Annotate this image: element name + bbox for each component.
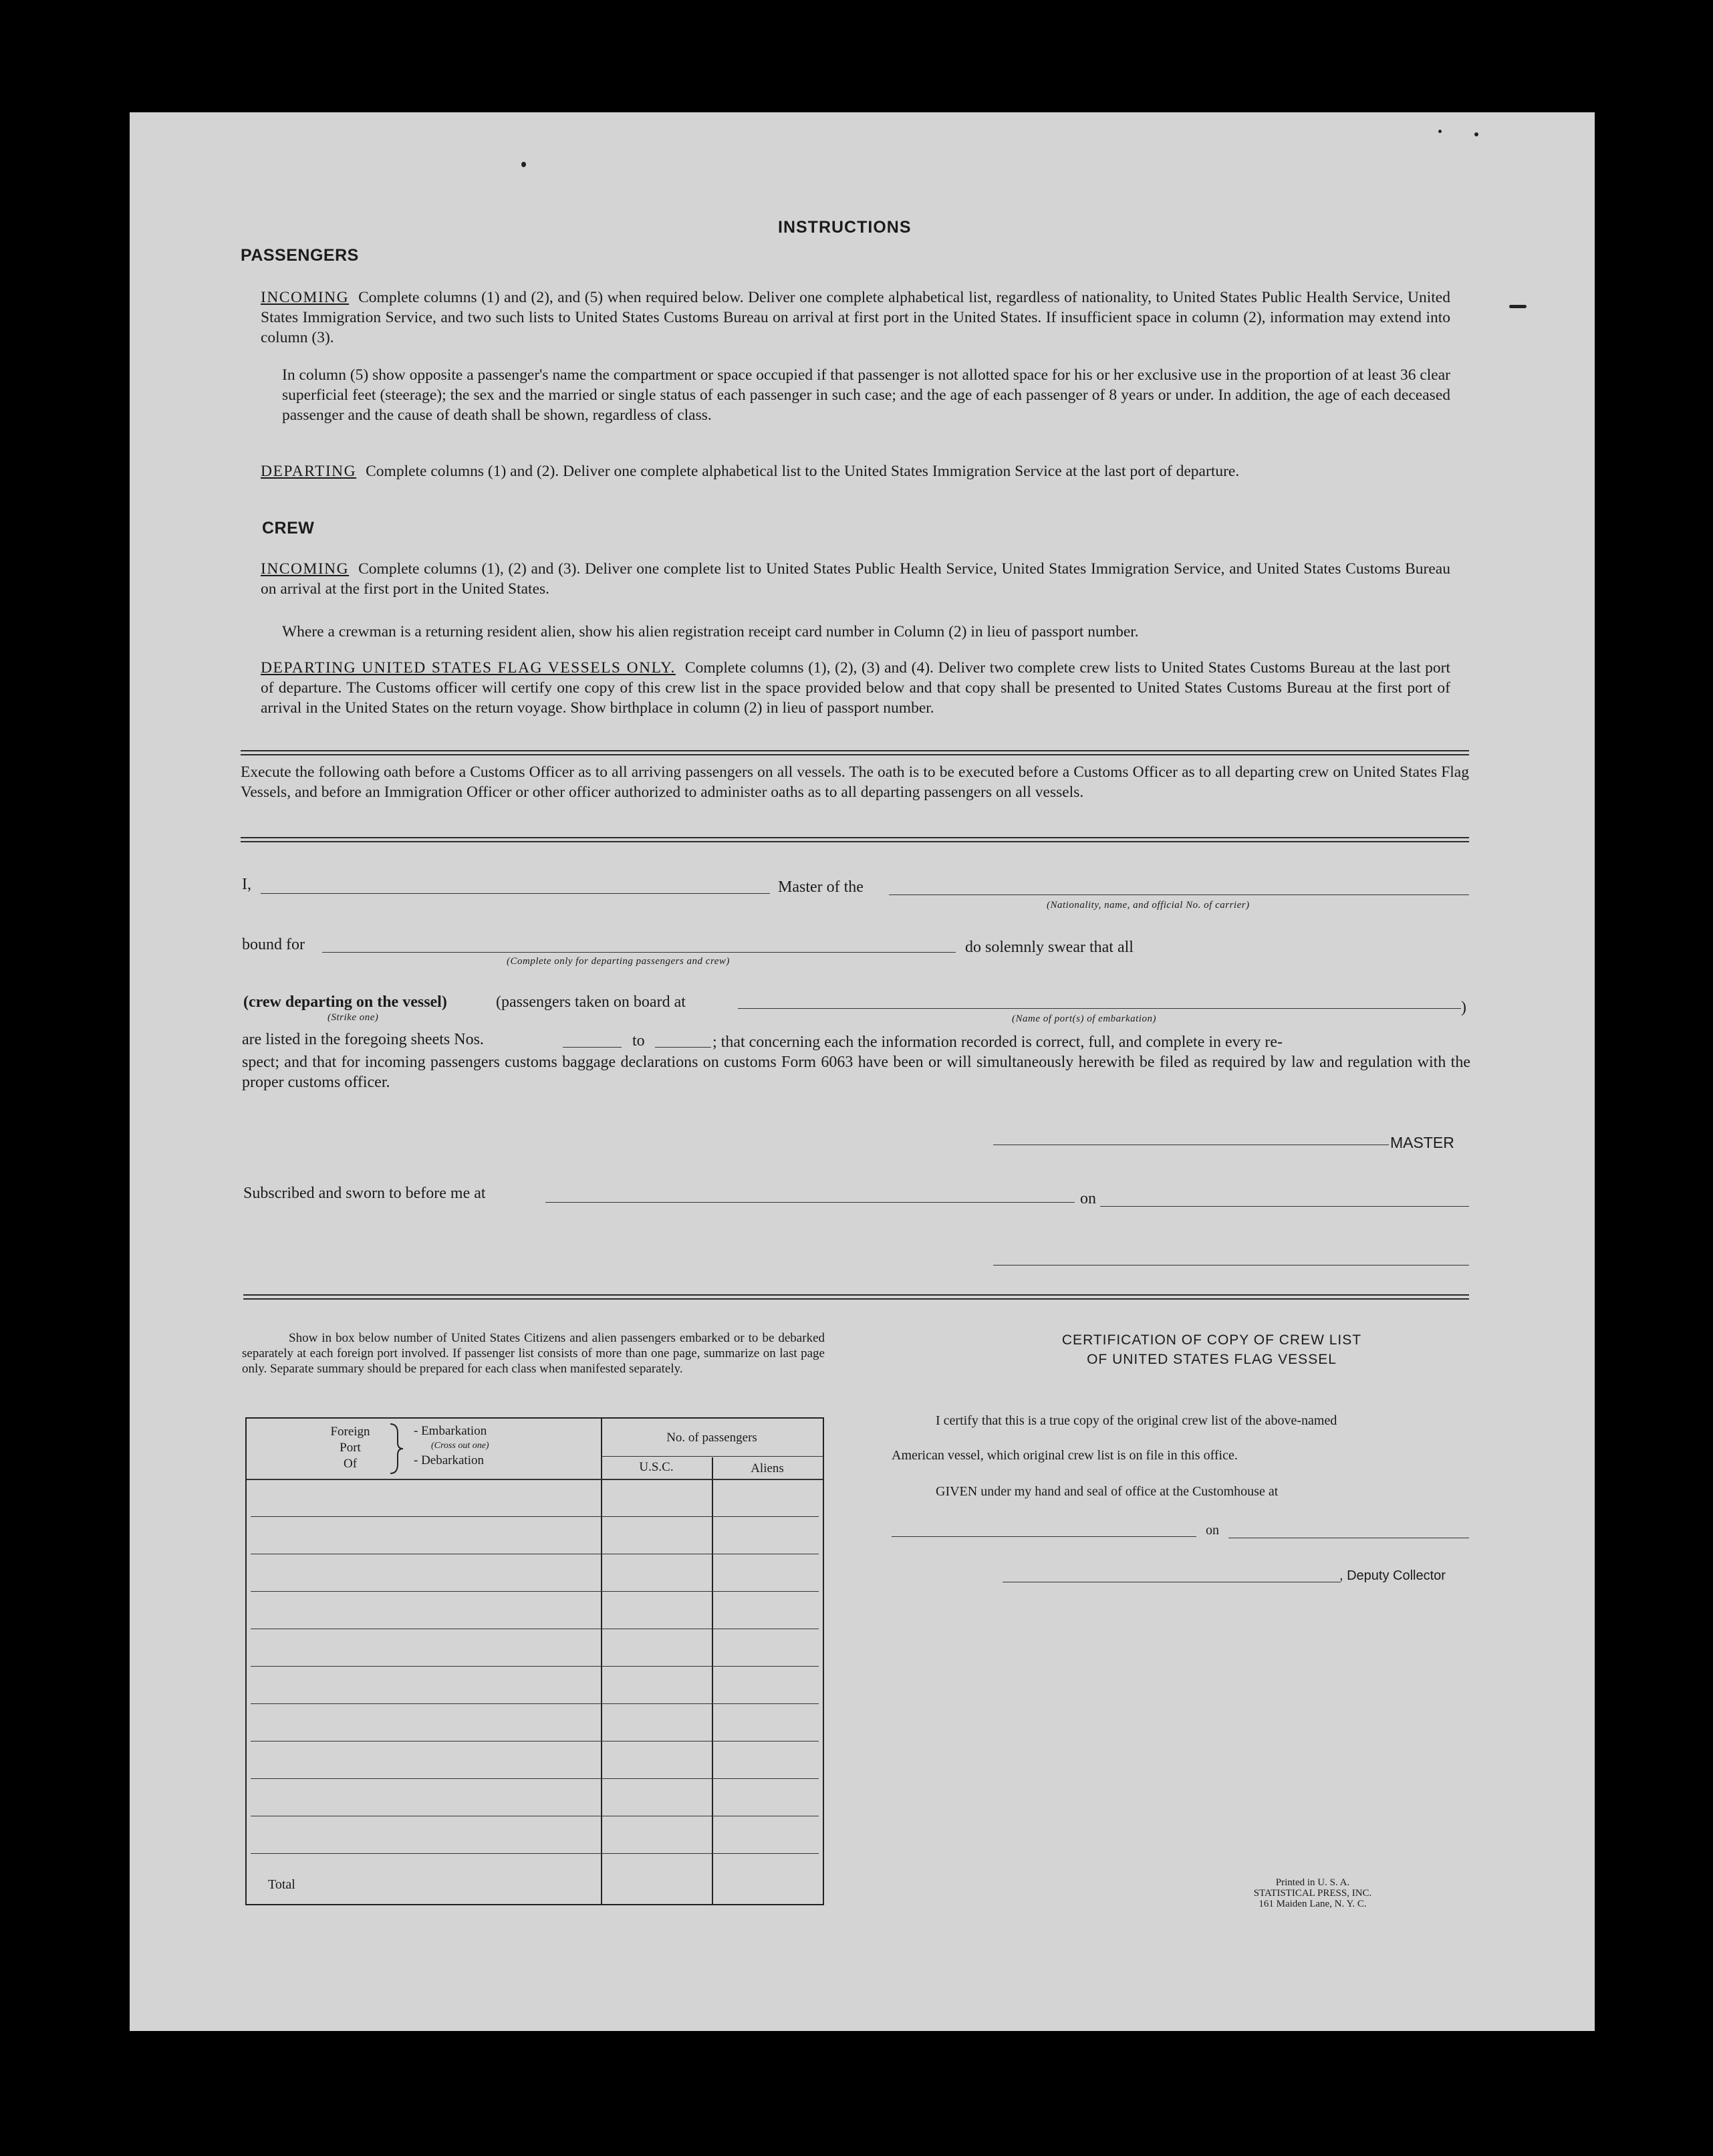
- passengers-incoming-paragraph: [261, 287, 1450, 348]
- crew-departing-text: Complete columns (1), (2), (3) and (4). Deliver two complete crew lists to United States Customs Bureau at the last port of departure. The Customs officer will certify one copy of this crew list in the space provided below and that copy shall be presented to United States Customs Bureau at the first port of arrival in the United States on the return voyage. Show birthplace in column (2) in lieu of passport number.: [261, 659, 1450, 717]
- passengers-incoming-text: Complete columns (1) and (2), and (5) when required below. Deliver one complete alphabetical list, regardless of nationality, to United States Public Health Service, United States Immigration Service, and two such lists to United States Customs Bureau on arrival at first port in the United States. If insufficient space in column (2), information may extend into column (3).: [261, 289, 1450, 346]
- col-divider-2: [712, 1457, 713, 1904]
- certification-line-1: I certify that this is a true copy of the original crew list of the above-named: [936, 1413, 1337, 1428]
- brace-icon: [388, 1423, 406, 1475]
- close-paren: ): [1461, 999, 1466, 1016]
- header-subrule: [601, 1456, 823, 1457]
- crew-incoming-label: INCOMING: [261, 560, 350, 578]
- subscribed-on-label: on: [1080, 1190, 1096, 1207]
- embarkation-label[interactable]: - Embarkation: [414, 1424, 487, 1438]
- table-row[interactable]: [251, 1778, 819, 1779]
- passengers-departing-text: Complete columns (1) and (2). Deliver one complete alphabetical list to the United States Immigration Service at the last port of departure.: [366, 463, 1240, 480]
- passengers-incoming-label: INCOMING: [261, 289, 350, 306]
- aliens-header: Aliens: [751, 1461, 784, 1475]
- debarkation-label[interactable]: - Debarkation: [414, 1453, 484, 1467]
- embarkation-block: [414, 1424, 489, 1468]
- officer-signature-field[interactable]: [993, 1265, 1469, 1266]
- certification-title-2: OF UNITED STATES FLAG VESSEL: [1087, 1352, 1337, 1367]
- of-label: Of: [343, 1457, 358, 1471]
- crew-departing-option[interactable]: [243, 993, 447, 1011]
- strike-one-note: (Strike one): [327, 1012, 379, 1023]
- port-label: Port: [340, 1441, 361, 1455]
- bound-for-field[interactable]: [322, 952, 956, 953]
- certification-line-3: GIVEN under my hand and seal of office at the Customhouse at: [936, 1484, 1279, 1499]
- header-rule: [247, 1479, 823, 1480]
- crew-incoming-text: Complete columns (1), (2) and (3). Deliver one complete list to United States Public Health Service, United States Immigration Service, and United States Customs Bureau on arrival at the first port in the United States.: [261, 560, 1450, 598]
- summary-note: Show in box below number of United States Citizens and alien passengers embarked or to be debarked separately at each foreign port involved. If passenger list consists of more than one page, summarize on last page only. Separate summary should be prepared for each class when manifested separately.: [242, 1331, 825, 1376]
- sheet-to-field[interactable]: [655, 1047, 711, 1048]
- master-of-label: Master of the: [778, 878, 864, 896]
- foreign-label: Foreign: [330, 1425, 370, 1439]
- printer-line-3: 161 Maiden Lane, N. Y. C.: [1259, 1899, 1367, 1909]
- table-row[interactable]: [251, 1853, 819, 1854]
- divider-double-2: [241, 837, 1469, 842]
- subscribed-at-field[interactable]: [545, 1202, 1075, 1203]
- certification-title: [995, 1330, 1429, 1369]
- crew-heading: CREW: [262, 519, 315, 537]
- port-note: (Name of port(s) of embarkation): [1012, 1013, 1156, 1024]
- passenger-summary-table: [245, 1417, 824, 1905]
- listed-post: ; that concerning each the information recorded is correct, full, and complete in every re-: [712, 1034, 1283, 1051]
- master-name-field[interactable]: [261, 893, 770, 894]
- passengers-heading: PASSENGERS: [241, 246, 359, 265]
- bound-note: (Complete only for departing passengers and crew): [507, 956, 730, 967]
- usc-header: U.S.C.: [639, 1460, 674, 1474]
- printer-mark: [1246, 1877, 1379, 1909]
- swear-label: do solemnly swear that all: [965, 939, 1134, 956]
- speck: [521, 162, 526, 167]
- passengers-taken-option[interactable]: (passengers taken on board at: [496, 993, 686, 1011]
- customhouse-field[interactable]: [892, 1536, 1196, 1537]
- crew-departing-label: DEPARTING UNITED STATES FLAG VESSELS ONLY.: [261, 659, 676, 677]
- oath-instruction: Execute the following oath before a Customs Officer as to all arriving passengers on all vessels. The oath is to be executed before a Customs Officer as to all departing crew on United States Flag Vessels, and before an Immigration Officer or other officer authorized to administer oaths as to all departing passengers on all vessels.: [241, 763, 1469, 801]
- foreign-port-of-label: [320, 1424, 380, 1472]
- passengers-departing-paragraph: [261, 461, 1450, 481]
- form-sheet: [130, 112, 1595, 2031]
- printer-line-1: Printed in U. S. A.: [1275, 1877, 1350, 1888]
- subscribed-on-field[interactable]: [1100, 1206, 1469, 1207]
- speck: [1474, 132, 1478, 136]
- table-row[interactable]: [251, 1591, 819, 1592]
- instructions-title: INSTRUCTIONS: [778, 218, 912, 237]
- table-row[interactable]: [251, 1666, 819, 1667]
- col-divider-1: [601, 1419, 602, 1904]
- table-row[interactable]: [251, 1516, 819, 1517]
- certification-title-1: CERTIFICATION OF COPY OF CREW LIST: [1061, 1332, 1362, 1348]
- crew-incoming-paragraph: [261, 559, 1450, 599]
- master-signature-label: MASTER: [1390, 1134, 1454, 1151]
- subscribed-label: Subscribed and sworn to before me at: [243, 1185, 486, 1202]
- crew-departing-text-option: (crew departing on the vessel): [243, 993, 447, 1011]
- passengers-incoming-paragraph-2: In column (5) show opposite a passenger's name the compartment or space occupied if that passenger is not allotted space for his or her exclusive use in the proportion of at least 36 clear superficial feet (steerage); the sex and the married or single status of each passenger in such case; and the age of each passenger of 8 years or under. In addition, the age of each deceased passenger and the cause of death shall be shown, regardless of class.: [282, 366, 1450, 424]
- table-row[interactable]: [251, 1703, 819, 1704]
- oath-i-label: I,: [242, 876, 251, 893]
- speck: [1509, 305, 1527, 308]
- embarkation-port-field[interactable]: [738, 1008, 1461, 1009]
- no-passengers-header: No. of passengers: [666, 1431, 757, 1445]
- cross-out-note: (Cross out one): [431, 1441, 489, 1451]
- carrier-note: (Nationality, name, and official No. of carrier): [1047, 900, 1250, 911]
- table-row[interactable]: [251, 1741, 819, 1742]
- listed-pre: are listed in the foregoing sheets Nos.: [242, 1031, 484, 1048]
- sheet-from-field[interactable]: [563, 1047, 622, 1048]
- certification-line-2: American vessel, which original crew list is on file in this office.: [892, 1448, 1238, 1463]
- total-label: Total: [268, 1877, 295, 1892]
- crew-incoming-paragraph-2: Where a crewman is a returning resident alien, show his alien registration receipt card number in Column (2) in lieu of passport number.: [282, 623, 1139, 640]
- passengers-departing-label: DEPARTING: [261, 463, 357, 480]
- speck: [1438, 130, 1442, 133]
- listed-continuation: spect; and that for incoming passengers customs baggage declarations on customs Form 6063 have been or will simultaneously herewith be filed as required by law and regulation with the proper customs officer.: [242, 1054, 1470, 1091]
- divider-double-1: [241, 750, 1469, 755]
- crew-departing-paragraph: [261, 658, 1450, 718]
- printer-line-2: STATISTICAL PRESS, INC.: [1253, 1888, 1372, 1899]
- divider-double-3: [243, 1294, 1469, 1300]
- certification-on-label: on: [1206, 1523, 1219, 1538]
- listed-to: to: [632, 1032, 645, 1050]
- carrier-field[interactable]: [889, 894, 1469, 895]
- deputy-collector-label: , Deputy Collector: [1339, 1568, 1446, 1583]
- bound-for-label: bound for: [242, 936, 305, 953]
